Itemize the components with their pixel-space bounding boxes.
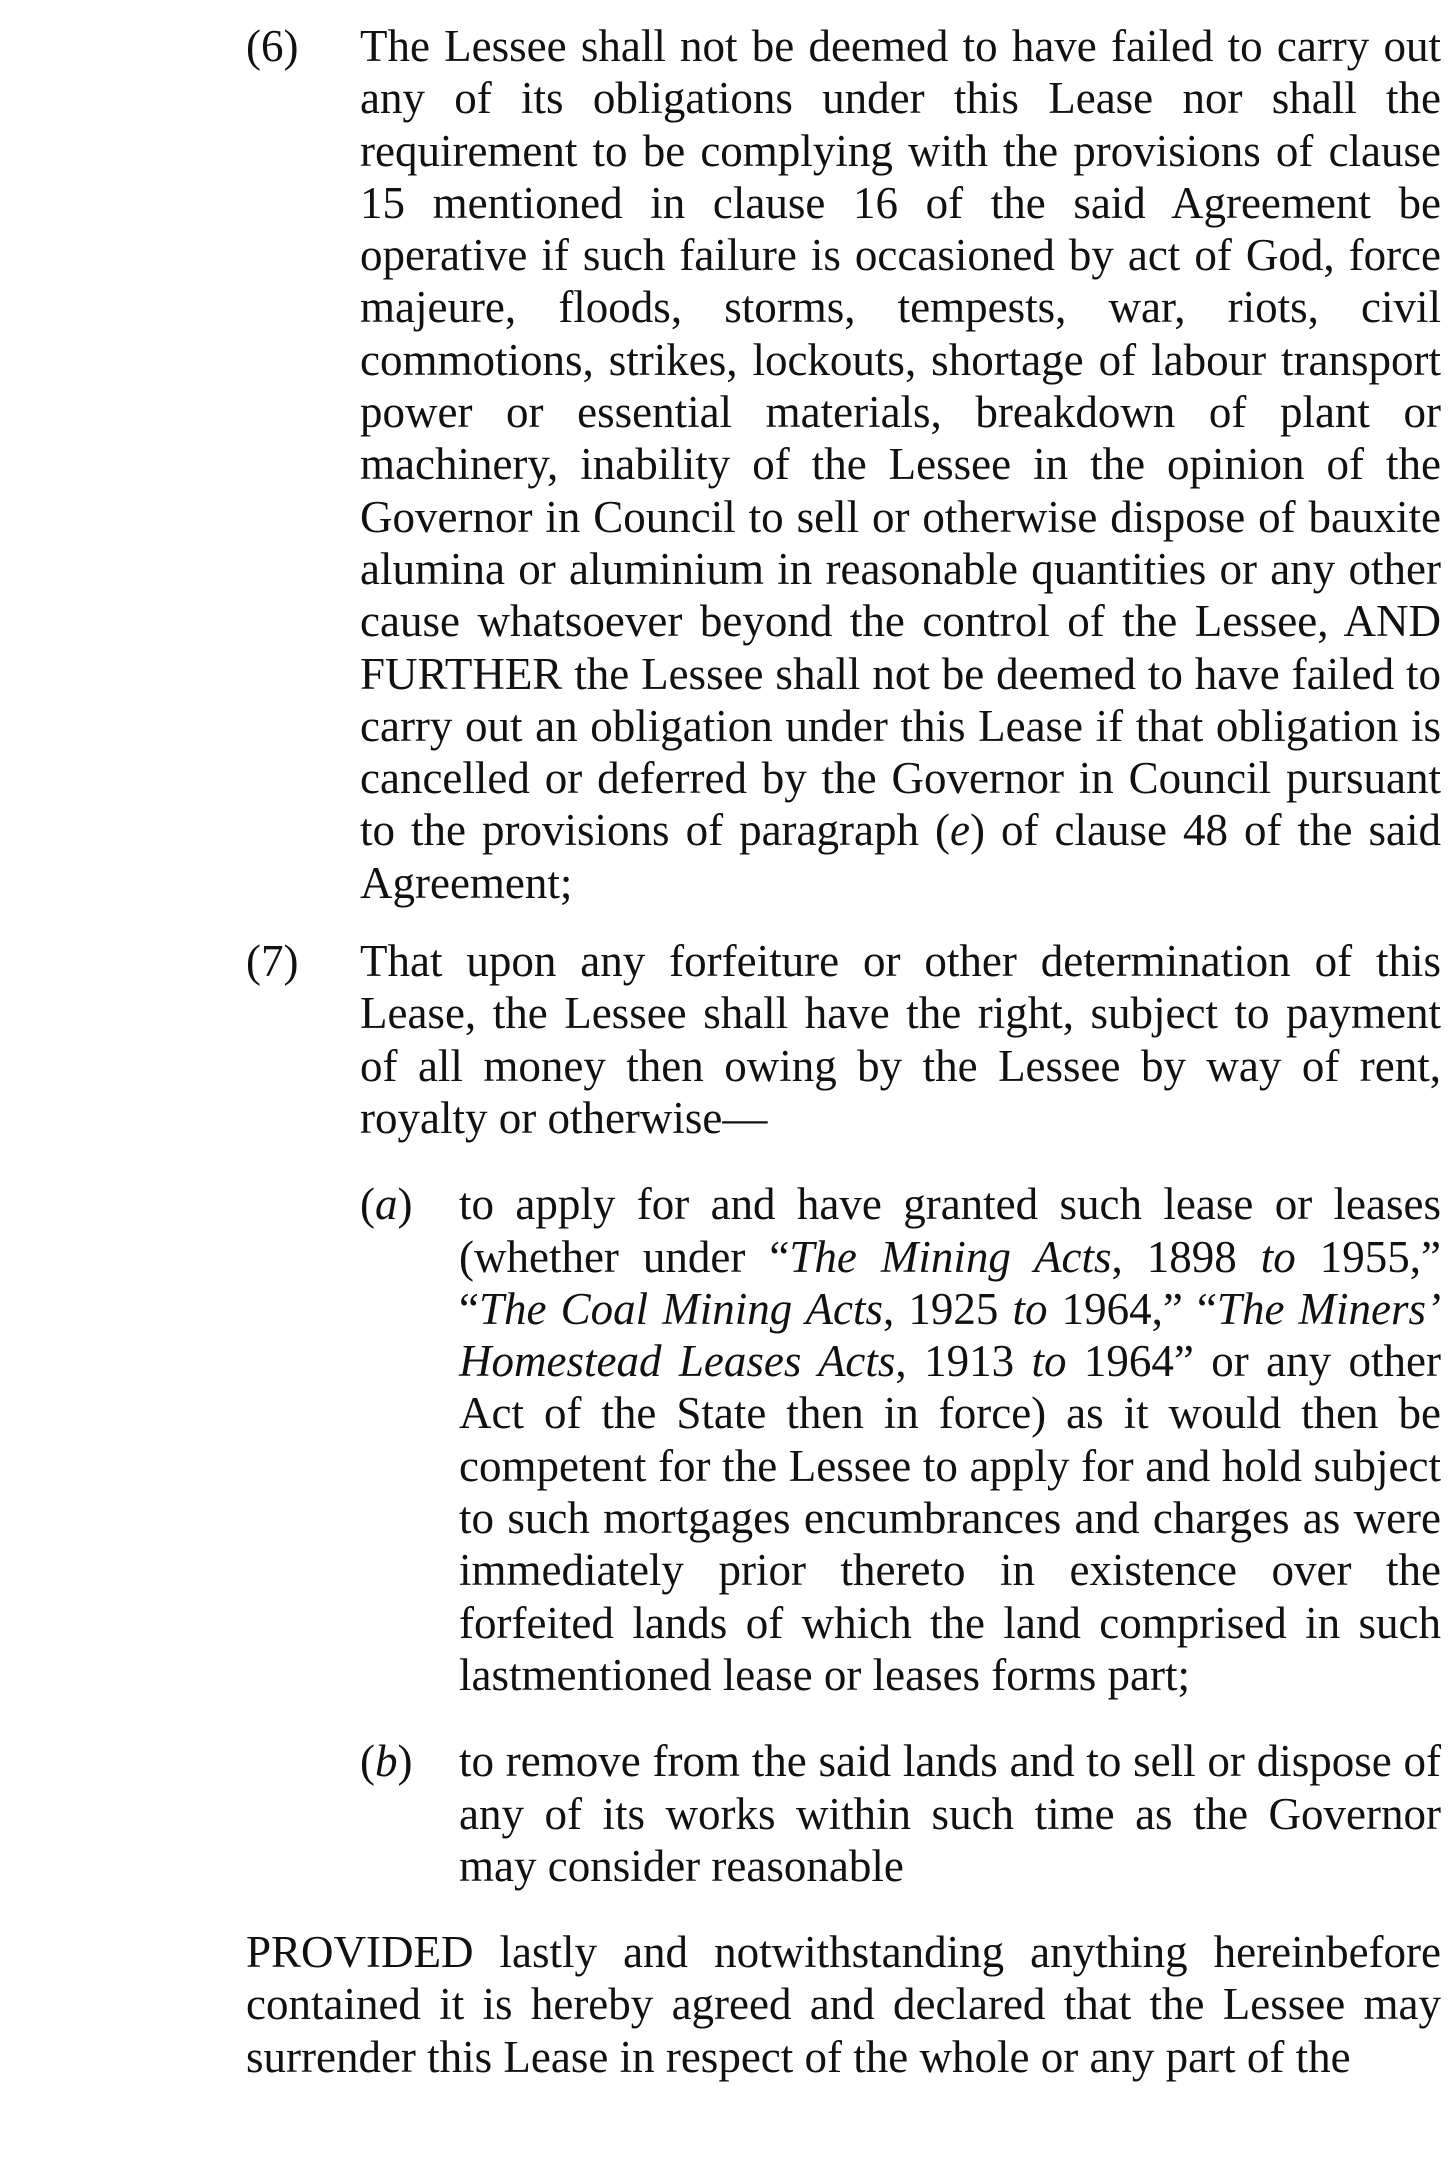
proviso-paragraph [246,1926,1441,2083]
clause-6-text: The Lessee shall not be deemed to have failed to carry out any of its obligations under this Lease nor shall the requirement to be complying with the provisions of clause 15 mentioned in clause 16 of the said Agreement be operative if such failure is occasioned by act of God, force majeure, floods, storms, tempests, war, riots, civil commotions, strikes, lockouts, shortage of labour transport power or essential materials, breakdown of plant or machinery, inability of the Lessee in the opinion of the Governor in Council to sell or otherwise dispose of bauxite alumina or aluminium in reasonable quantities or any other cause whatsoever beyond the control of the Lessee, AND FURTHER the Lessee shall not be deemed to have failed to carry out an obligation under this Lease if that obligation is cancelled or deferred by the Governor in Council pursuant to the provisions of paragraph ( [360,21,1441,856]
clause-7a-text-1: to apply for and have granted such lease or leases (whether under “ [459,1179,1441,1282]
proviso-text: PROVIDED lastly and notwithstanding anything hereinbefore contained it is hereby agreed and declared that the Lessee may surrender this Lease in respect of the whole or any part of the [246,1927,1441,2082]
clause-7b [360,1735,1441,1892]
clause-7b-label: (b) [360,1736,413,1787]
clause-6-number: (6) [246,21,299,71]
clause-6 [246,20,1441,909]
act-coal-mining: The Coal Mining Acts [478,1283,883,1334]
act-miners-homestead: The Miners’ Homestead Leases Acts [459,1283,1442,1387]
clause-6-paragraph-letter: e [950,805,970,856]
clause-6-text-end: ) of clause 48 of the said Agreement; [360,805,1441,908]
clause-7a-text-end: 1964” or any other Act of the State then in force) as it would then be competent for the Lessee to apply for and hold subject to such mortgages encumbrances and charges as were immediately prior thereto in existence over the forfeited lands of which the land comprised in such lastmentioned lease or leases forms part; [459,1336,1441,1700]
document-page [246,20,1446,2083]
act-mining: The Mining Acts [789,1231,1112,1282]
clause-7-number: (7) [246,936,299,987]
clause-7a-label: (a) [360,1179,413,1230]
clause-7 [246,935,1441,1144]
clause-7-text: That upon any forfeiture or other determination of this Lease, the Lessee shall have the right, subject to payment of all money then owing by the Lessee by way of rent, royalty or otherwise— [360,936,1441,1143]
clause-7b-text: to remove from the said lands and to sell or dispose of any of its works within such time as the Governor may consider reasonable [459,1736,1441,1891]
clause-7a: (a) to apply for and have granted such lease or leases (whether under “The Mining Acts, 1898 to 1955,” “The Coal Mining Acts, 1925 to 1964,” “The Miners’ Homestead Leases Acts, 1913 to 1964” or any other Act of the State then in force) as it would then be competent for the Lessee to apply for and hold subject to such mortgages encumbrances and charges as were immediately prior thereto in existence over the forfeited lands of which the land comprised in such lastmentioned lease or leases forms part; [360,1179,1442,1700]
